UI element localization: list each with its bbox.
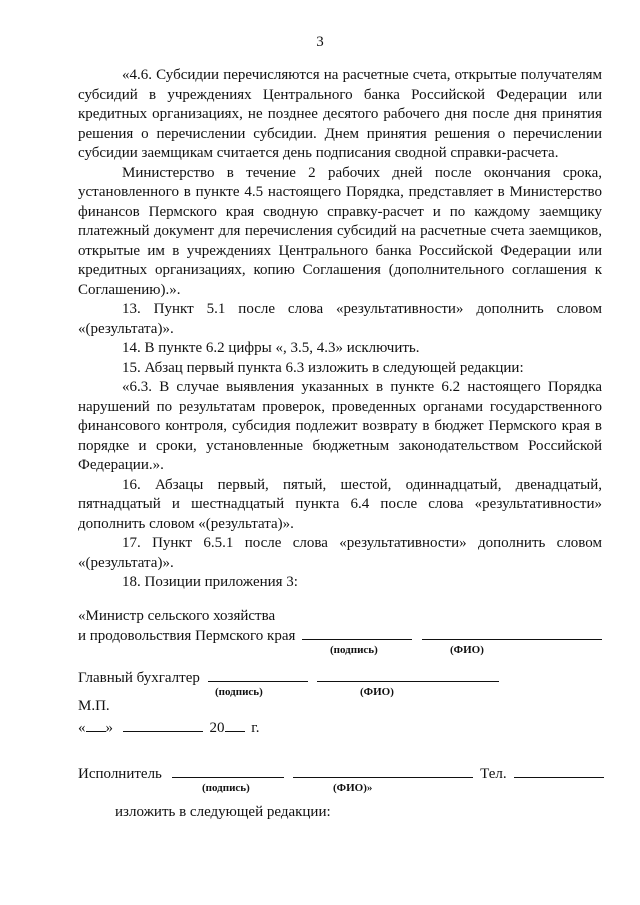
chief-accountant-fio-line [317,668,499,682]
date-year-prefix: 20 [209,720,225,736]
date-year-line [225,718,245,732]
chief-accountant-signature-caption: (подпись) [215,686,263,698]
chief-accountant-signature-line [208,668,308,682]
executor-signature-caption: (подпись) [202,782,250,794]
minister-fio-caption: (ФИО) [450,644,484,656]
minister-fio-line [422,626,602,640]
executor-signature-line [172,764,284,778]
tel-label: Тел. [480,766,507,782]
executor-label: Исполнитель [78,766,162,782]
date-line [78,718,259,737]
date-day-line [86,718,106,732]
minister-title-line2 [78,626,602,645]
executor-fio-caption: (ФИО)» [333,782,373,794]
executor-fio-line [293,764,473,778]
minister-signature-line [302,626,412,640]
date-year-suffix: г. [251,720,260,736]
item-17: 17. Пункт 6.5.1 после слова «результативности» дополнить словом «(результата)». [78,535,602,571]
item-16: 16. Абзацы первый, пятый, шестой, одиннадцатый, двенадцатый, пятнадцатый и шестнадцатый пункта 6.4 после слова «результативности» дополнить словом «(результата)». [78,476,602,532]
stamp-place: М.П. [78,698,110,714]
executor-line [78,764,604,783]
tel-line [514,764,604,778]
minister-signature-caption: (подпись) [330,644,378,656]
closing-text: изложить в следующей редакции: [115,804,331,820]
paragraph-ministry: Министерство в течение 2 рабочих дней после окончания срока, установленного в пункте 4.5 настоящего Порядка, представляет в Министерство финансов Пермского края сводную справку-расчет и по каждому заемщику платежный документ для перечисления субсидий на расчетные счета заемщиков, открытые им в учреждениях Центрального банка Российской Федерации или кредитных организациях, копию Соглашения (дополнительного соглашения к Соглашению).». [78,164,602,298]
minister-title-text: и продовольствия Пермского края [78,628,296,644]
page-number: 3 [316,34,324,50]
paragraph-4-6: «4.6. Субсидии перечисляются на расчетные счета, открытые получателям субсидий в учреждениях Центрального банка Российской Федерации или кредитных организациях, не позднее десятого рабочего дня после дня принятия решения о перечислении субсидии. Днем принятия решения о перечислении субсидии заемщикам считается день подписания сводной справки-расчета. [78,67,602,161]
item-13: 13. Пункт 5.1 после слова «результативности» дополнить словом «(результата)». [78,301,602,337]
date-open-quote: « [78,720,86,736]
chief-accountant-line [78,668,499,687]
paragraph-6-3: «6.3. В случае выявления указанных в пункте 6.2 настоящего Порядка нарушений по результатам проверок, проведенных органами государственного финансового контроля, субсидия подлежит возврату в бюджет Пермского края в порядке и сроки, установленные бюджетным законодательством Российской Федерации.». [78,379,602,473]
minister-title-line1: «Министр сельского хозяйства [78,608,276,624]
chief-accountant-fio-caption: (ФИО) [360,686,394,698]
date-close-quote: » [105,720,113,736]
document-body [78,66,602,593]
item-18: 18. Позиции приложения 3: [122,574,298,590]
item-14: 14. В пункте 6.2 цифры «, 3.5, 4.3» исключить. [122,340,420,356]
item-15: 15. Абзац первый пункта 6.3 изложить в следующей редакции: [122,359,524,376]
date-month-line [123,718,203,732]
chief-accountant-label: Главный бухгалтер [78,670,200,686]
